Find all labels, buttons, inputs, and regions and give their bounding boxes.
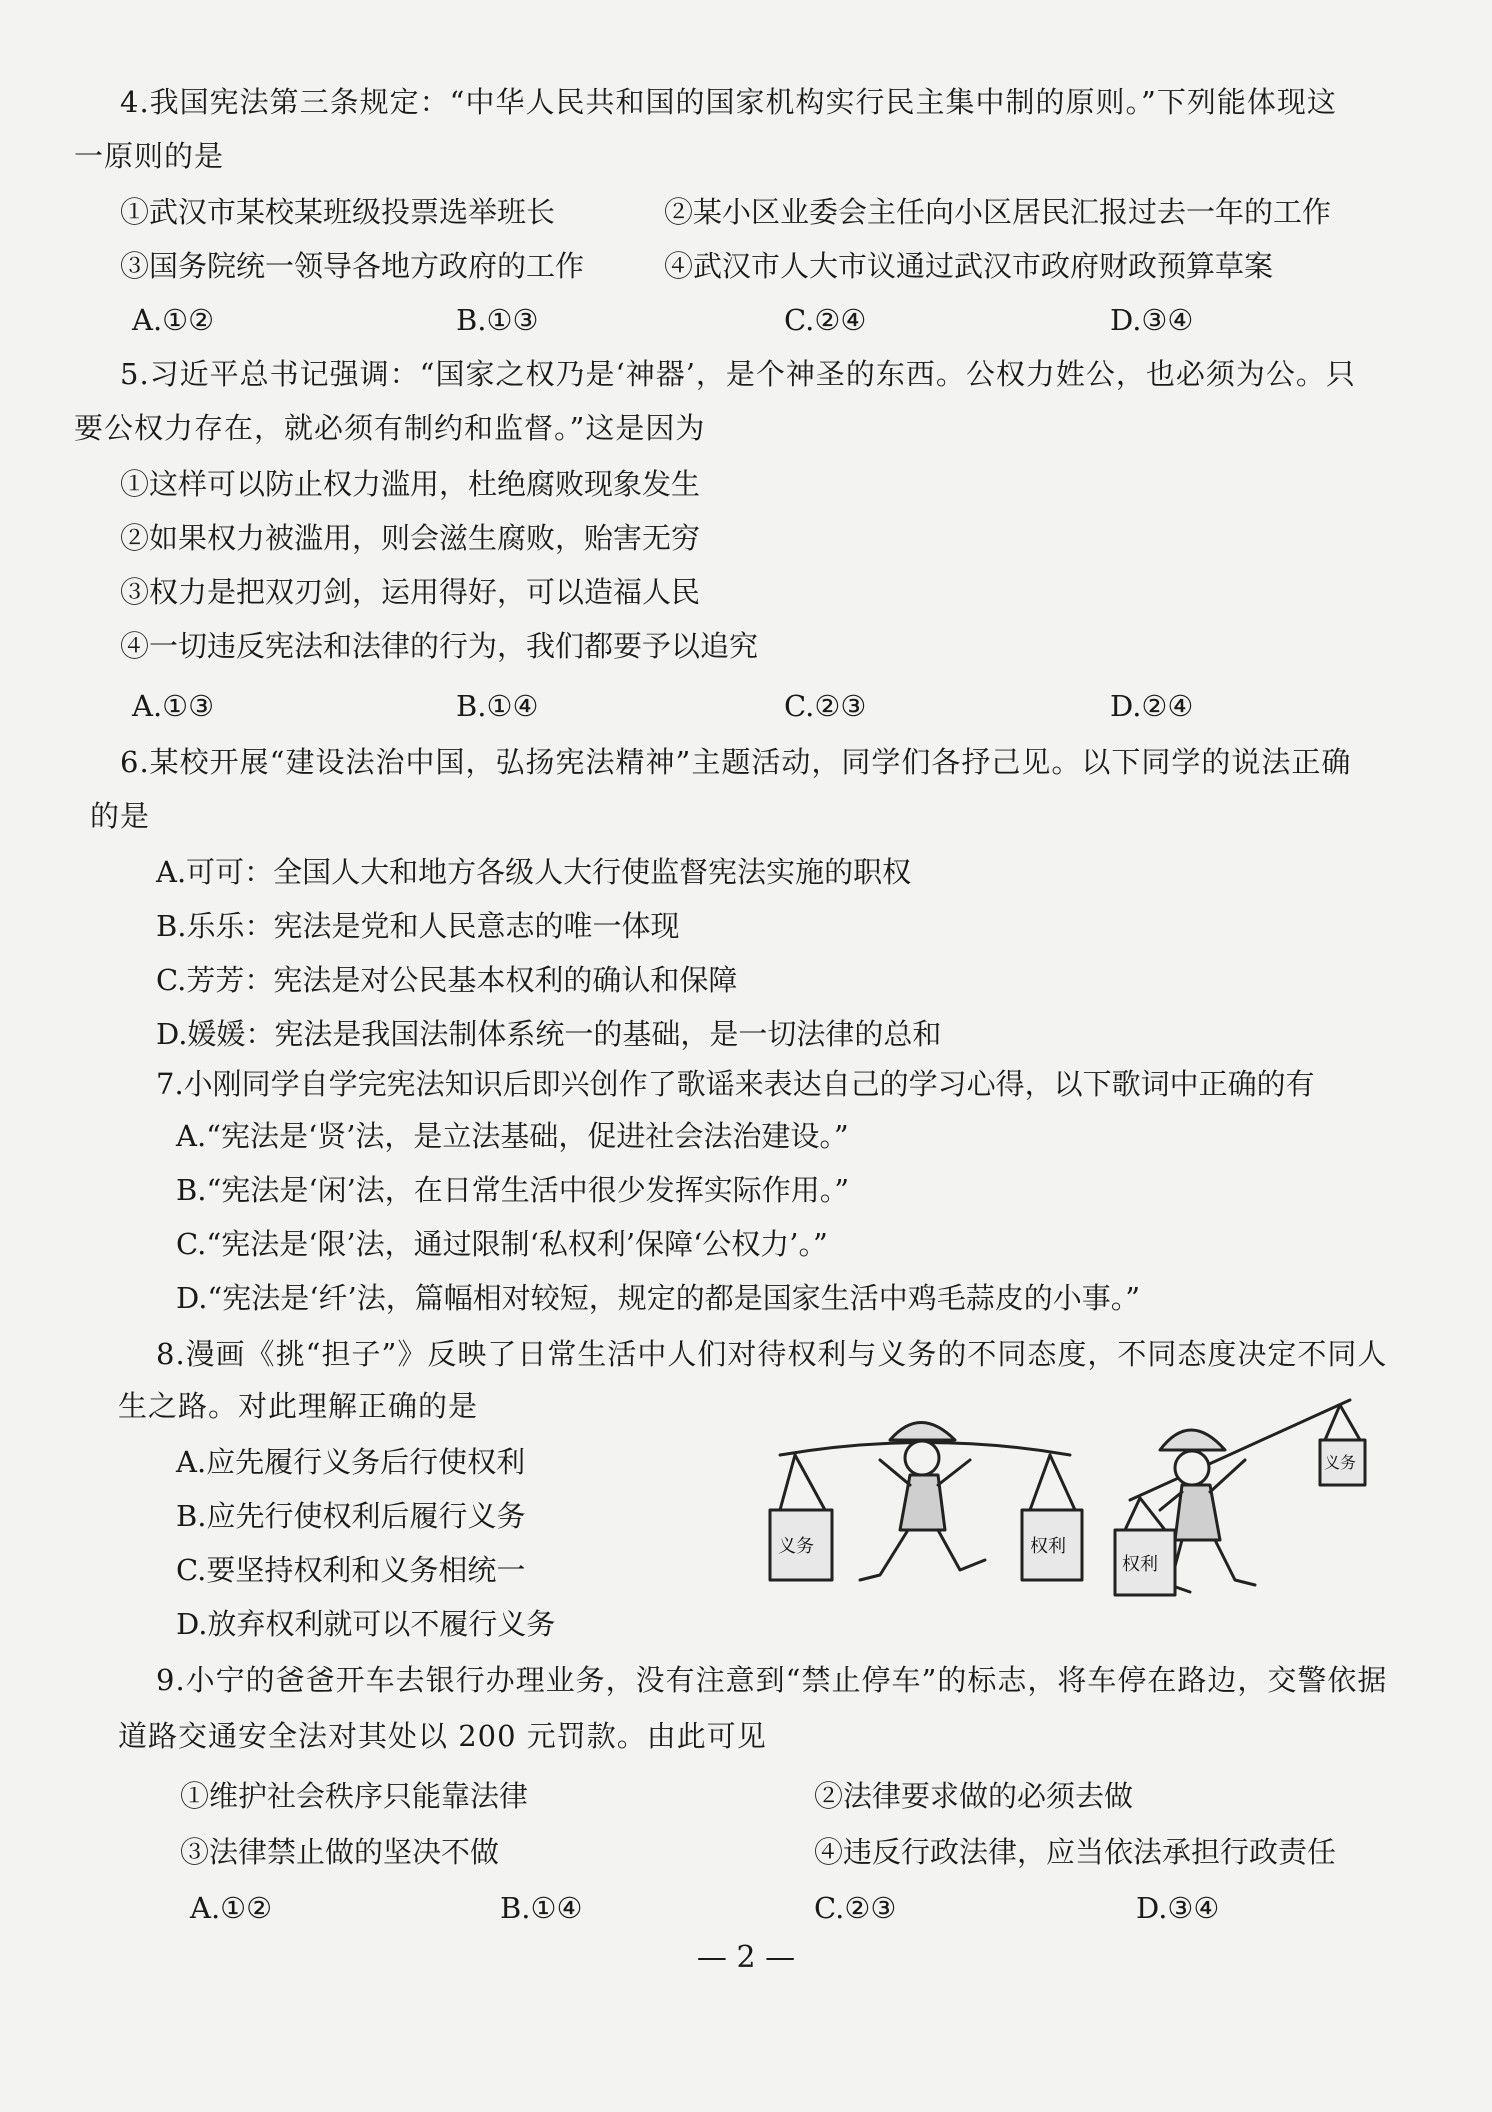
q9-option-a: A.①② <box>190 1891 273 1925</box>
q8-stem-line1: 8.漫画《挑“担子”》反映了日常生活中人们对待权利与义务的不同态度，不同态度决定不同人 <box>156 1337 1388 1371</box>
cartoon-right-label-duty: 义务 <box>1324 1453 1357 1472</box>
q7-stem-line1: 7.小刚同学自学完宪法知识后即兴创作了歌谣来表达自己的学习心得，以下歌词中正确的有 <box>156 1067 1315 1101</box>
q5-option-b: B.①④ <box>456 689 539 723</box>
q9-option-c: C.②③ <box>814 1891 897 1925</box>
q9-statement-4: ④违反行政法律，应当依法承担行政责任 <box>814 1835 1337 1869</box>
q9-statement-1: ①维护社会秩序只能靠法律 <box>180 1779 529 1813</box>
cartoon-unbalanced-carrier <box>1110 1380 1370 1600</box>
q4-statement-1: ①武汉市某校某班级投票选举班长 <box>120 195 556 229</box>
q4-statement-3: ③国务院统一领导各地方政府的工作 <box>120 249 585 283</box>
q5-statement-3: ③权力是把双刃剑，运用得好，可以造福人民 <box>120 575 701 609</box>
q9-stem-line1: 9.小宁的爸爸开车去银行办理业务，没有注意到“禁止停车”的标志，将车停在路边，交警依据 <box>156 1663 1388 1697</box>
q6-option-d: D.媛媛：宪法是我国法制体系统一的基础，是一切法律的总和 <box>156 1017 942 1051</box>
q8-option-d: D.放弃权利就可以不履行义务 <box>176 1607 556 1641</box>
q4-stem-line2: 一原则的是 <box>74 139 225 173</box>
q7-option-b: B.“宪法是‘闲’法，在日常生活中很少发挥实际作用。” <box>176 1173 850 1207</box>
q5-statement-1: ①这样可以防止权力滥用，杜绝腐败现象发生 <box>120 467 701 501</box>
q5-stem-line2: 要公权力存在，就必须有制约和监督。”这是因为 <box>74 411 706 445</box>
q8-stem-line2: 生之路。对此理解正确的是 <box>118 1389 479 1423</box>
q4-statement-2: ②某小区业委会主任向小区居民汇报过去一年的工作 <box>664 195 1332 229</box>
q7-option-c: C.“宪法是‘限’法，通过限制‘私权利’保障‘公权力’。” <box>176 1227 828 1261</box>
cartoon-left-label-duty: 义务 <box>778 1536 814 1557</box>
q8-option-c: C.要坚持权利和义务相统一 <box>176 1553 526 1587</box>
q7-option-d: D.“宪法是‘纤’法，篇幅相对较短，规定的都是国家生活中鸡毛蒜皮的小事。” <box>176 1281 1141 1315</box>
q5-stem-line1: 5.习近平总书记强调：“国家之权乃是‘神器’，是个神圣的东西。公权力姓公，也必须为公。只 <box>120 357 1356 391</box>
q5-statement-2: ②如果权力被滥用，则会滋生腐败，贻害无穷 <box>120 521 701 555</box>
q7-option-a: A.“宪法是‘贤’法，是立法基础，促进社会法治建设。” <box>176 1119 849 1153</box>
q9-statement-2: ②法律要求做的必须去做 <box>814 1779 1134 1813</box>
q6-option-a: A.可可：全国人大和地方各级人大行使监督宪法实施的职权 <box>156 855 912 889</box>
q4-option-c: C.②④ <box>784 303 867 337</box>
q8-option-a: A.应先履行义务后行使权利 <box>176 1445 526 1479</box>
q5-option-c: C.②③ <box>784 689 867 723</box>
q4-statement-4: ④武汉市人大市议通过武汉市政府财政预算草案 <box>664 249 1274 283</box>
q6-option-b: B.乐乐：宪法是党和人民意志的唯一体现 <box>156 909 680 943</box>
q9-stem-line2: 道路交通安全法对其处以 200 元罚款。由此可见 <box>118 1719 767 1753</box>
q9-option-d: D.③④ <box>1136 1891 1220 1925</box>
q4-stem-line1: 4.我国宪法第三条规定：“中华人民共和国的国家机构实行民主集中制的原则。”下列能体现这 <box>120 85 1337 119</box>
q9-statement-3: ③法律禁止做的坚决不做 <box>180 1835 500 1869</box>
q6-stem-line1: 6.某校开展“建设法治中国，弘扬宪法精神”主题活动，同学们各抒己见。以下同学的说法正确 <box>120 745 1352 779</box>
cartoon-balanced-carrier <box>760 1400 1090 1600</box>
q6-option-c: C.芳芳：宪法是对公民基本权利的确认和保障 <box>156 963 738 997</box>
q8-option-b: B.应先行使权利后履行义务 <box>176 1499 526 1533</box>
cartoon-right-label-right: 权利 <box>1122 1554 1158 1575</box>
q4-option-a: A.①② <box>132 303 215 337</box>
q5-option-d: D.②④ <box>1110 689 1194 723</box>
q6-stem-line2: 的是 <box>90 799 151 833</box>
q5-statement-4: ④一切违反宪法和法律的行为，我们都要予以追究 <box>120 629 759 663</box>
cartoon-left-label-right: 权利 <box>1030 1536 1066 1557</box>
q4-option-d: D.③④ <box>1110 303 1194 337</box>
q4-option-b: B.①③ <box>456 303 539 337</box>
q5-option-a: A.①③ <box>132 689 215 723</box>
page-number: — 2 — <box>696 1940 796 1975</box>
q9-option-b: B.①④ <box>500 1891 583 1925</box>
